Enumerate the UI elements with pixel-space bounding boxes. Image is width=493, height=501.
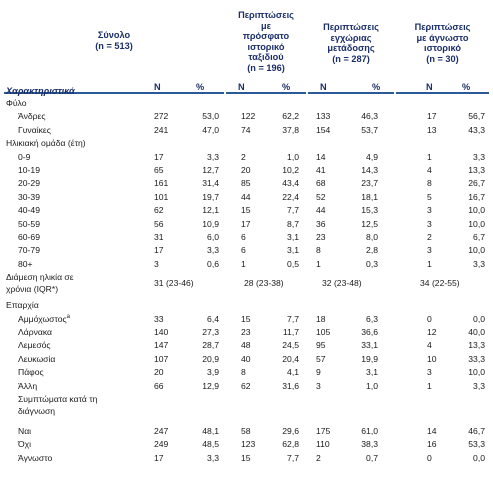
cell-count: 249 (154, 439, 169, 450)
cell-count: 85 (241, 178, 251, 189)
cell-percent: 43,3 (468, 124, 485, 135)
table-row (4, 217, 489, 231)
table-row (4, 424, 489, 438)
cell-count: 56 (154, 218, 164, 229)
median-value: 31 (23-46) (154, 278, 194, 289)
cell-count: 241 (154, 124, 169, 135)
cell-percent: 12,1 (202, 205, 219, 216)
cell-percent: 7,7 (287, 452, 299, 463)
row-label: Αμμόχωστος$^a$ (18, 313, 71, 324)
header-unknown (396, 4, 489, 94)
cell-percent: 3,3 (207, 245, 219, 256)
cell-count: 48 (241, 340, 251, 351)
table-row (4, 338, 489, 352)
cell-count: 272 (154, 111, 169, 122)
table-row (4, 109, 489, 123)
cell-percent: 20,4 (282, 353, 299, 364)
cell-count: 3 (427, 367, 432, 378)
cell-count: 3 (427, 245, 432, 256)
cell-percent: 31,6 (282, 380, 299, 391)
table-row (4, 325, 489, 339)
table-row (4, 437, 489, 451)
header-travel (226, 4, 306, 94)
cell-count: 154 (316, 124, 331, 135)
cell-count: 17 (154, 452, 164, 463)
cell-count: 4 (427, 165, 432, 175)
cell-percent: 24,5 (282, 340, 299, 351)
cell-count: 0 (427, 452, 432, 463)
cell-count: 31 (154, 232, 164, 242)
cell-percent: 0,6 (207, 258, 219, 269)
row-label: Λάρνακα (18, 327, 53, 337)
table-row (4, 123, 489, 137)
row-label: Άγνωστο (18, 452, 53, 463)
cell-percent: 12,9 (202, 380, 219, 391)
cell-count: 13 (427, 124, 437, 135)
cell-percent: 6,0 (207, 232, 219, 242)
table-row (4, 243, 489, 257)
cell-percent: 46,3 (361, 111, 378, 122)
characteristics-table (4, 4, 489, 498)
cell-count: 2 (316, 452, 321, 463)
cell-percent: 3,3 (207, 452, 219, 463)
cell-percent: 53,3 (468, 439, 485, 450)
cell-percent: 4,9 (366, 151, 378, 162)
cell-count: 1 (241, 258, 246, 269)
cell-count: 20 (241, 165, 251, 175)
median-label-line1: Διάμεση ηλικία σε (6, 272, 74, 283)
cell-percent: 62,2 (282, 111, 299, 122)
cell-count: 4 (427, 340, 432, 351)
cell-percent: 0,0 (473, 313, 485, 324)
cell-count: 6 (241, 245, 246, 256)
cell-count: 40 (241, 353, 251, 364)
table-row (4, 451, 489, 465)
cell-percent: 14,3 (361, 165, 378, 175)
cell-percent: 0,0 (473, 452, 485, 463)
cell-count: 105 (316, 327, 331, 337)
cell-percent: 27,3 (202, 327, 219, 337)
header-travel-pct: % (282, 82, 291, 92)
cell-percent: 43,4 (282, 178, 299, 189)
cell-count: 44 (241, 191, 251, 202)
category-label: Επαρχία (6, 300, 39, 311)
cell-percent: 18,1 (361, 191, 378, 202)
median-value: 34 (22-55) (420, 278, 460, 289)
cell-percent: 3,9 (207, 367, 219, 378)
cell-count: 16 (427, 439, 437, 450)
cell-count: 8 (427, 178, 432, 189)
cell-count: 15 (241, 452, 251, 463)
header-travel-n: N (238, 82, 245, 92)
header-local (308, 4, 394, 94)
row-label: 40-49 (18, 205, 40, 216)
cell-count: 0 (427, 313, 432, 324)
row-label: Ναι (18, 426, 32, 436)
cell-percent: 10,0 (468, 367, 485, 378)
cell-percent: 48,1 (202, 426, 219, 436)
header-unknown-title: Περιπτώσεις με άγνωστο ιστορικό (n = 30) (414, 22, 471, 64)
cell-count: 2 (427, 232, 432, 242)
cell-percent: 3,1 (287, 232, 299, 242)
cell-percent: 13,3 (468, 165, 485, 175)
cell-count: 2 (241, 151, 246, 162)
table-row (4, 136, 489, 150)
cell-percent: 62,8 (282, 439, 299, 450)
footnote-marker: a (66, 313, 71, 320)
cell-count: 15 (241, 205, 251, 216)
cell-count: 110 (316, 439, 330, 450)
cell-percent: 1,0 (366, 380, 378, 391)
cell-percent: 38,3 (361, 439, 378, 450)
cell-count: 247 (154, 426, 169, 436)
cell-count: 62 (154, 205, 164, 216)
table-row (4, 365, 489, 379)
median-value: 32 (23-48) (322, 278, 362, 289)
table-row (4, 203, 489, 217)
header-unknown-n: N (426, 82, 433, 92)
cell-percent: 61,0 (361, 426, 378, 436)
cell-count: 58 (241, 426, 251, 436)
cell-percent: 10,9 (202, 218, 219, 229)
cell-percent: 28,7 (202, 340, 219, 351)
table-row (4, 257, 489, 271)
cell-count: 1 (316, 258, 321, 269)
cell-percent: 40,0 (468, 327, 485, 337)
cell-count: 9 (316, 367, 321, 378)
cell-count: 12 (427, 327, 437, 337)
cell-count: 44 (316, 205, 326, 216)
category-label: Φύλο (6, 98, 27, 108)
cell-count: 3 (154, 258, 159, 269)
cell-percent: 6,4 (207, 313, 219, 324)
cell-percent: 12,7 (202, 165, 219, 175)
cell-percent: 23,7 (361, 178, 378, 189)
row-label: Λευκωσία (18, 353, 56, 364)
cell-percent: 6,7 (473, 232, 485, 242)
cell-percent: 8,7 (287, 218, 299, 229)
cell-count: 8 (316, 245, 321, 256)
cell-count: 17 (154, 151, 164, 162)
cell-percent: 2,8 (366, 245, 378, 256)
table-row (4, 190, 489, 204)
cell-count: 10 (427, 353, 437, 364)
cell-percent: 0,7 (366, 452, 378, 463)
cell-count: 36 (316, 218, 326, 229)
cell-count: 6 (241, 232, 246, 242)
cell-percent: 36,6 (361, 327, 378, 337)
cell-percent: 47,0 (202, 124, 219, 135)
cell-percent: 0,5 (287, 258, 299, 269)
cell-count: 133 (316, 111, 331, 122)
cell-percent: 56,7 (468, 111, 485, 122)
cell-count: 1 (427, 380, 432, 391)
cell-count: 66 (154, 380, 164, 391)
cell-percent: 46,7 (468, 426, 485, 436)
table-row (4, 163, 489, 177)
cell-count: 107 (154, 353, 169, 364)
row-label: 70-79 (18, 245, 40, 256)
cell-count: 123 (241, 439, 256, 450)
header-local-title: Περιπτώσεις εγχώριας μετάδοσης (n = 287) (323, 22, 379, 64)
row-label: Άνδρες (18, 111, 46, 122)
table-row (4, 96, 489, 110)
cell-count: 18 (316, 313, 326, 324)
cell-percent: 31,4 (202, 178, 219, 189)
cell-percent: 53,7 (361, 124, 378, 135)
cell-percent: 3,3 (473, 380, 485, 391)
row-label: Λεμεσός (18, 340, 51, 351)
cell-count: 15 (241, 313, 251, 324)
cell-count: 8 (241, 367, 246, 378)
cell-count: 5 (427, 191, 432, 202)
cell-percent: 16,7 (468, 191, 485, 202)
cell-percent: 4,1 (287, 367, 299, 378)
table-row (4, 230, 489, 244)
cell-count: 1 (427, 258, 432, 269)
row-label: 20-29 (18, 178, 40, 189)
cell-percent: 3,3 (207, 151, 219, 162)
cell-percent: 22,4 (282, 191, 299, 202)
row-label: 80+ (18, 258, 33, 269)
cell-count: 62 (241, 380, 251, 391)
header-total-n: N (154, 82, 161, 92)
row-label: 60-69 (18, 232, 40, 242)
cell-count: 140 (154, 327, 169, 337)
cell-count: 41 (316, 165, 326, 175)
cell-percent: 10,0 (468, 205, 485, 216)
cell-count: 65 (154, 165, 164, 175)
header-unknown-pct: % (462, 82, 471, 92)
cell-count: 17 (241, 218, 251, 229)
cell-percent: 48,5 (202, 439, 219, 450)
cell-percent: 0,3 (366, 258, 378, 269)
cell-percent: 37,8 (282, 124, 299, 135)
cell-count: 161 (154, 178, 169, 189)
table-row (4, 312, 489, 326)
header-total-pct: % (196, 82, 205, 92)
cell-count: 52 (316, 191, 326, 202)
row-label: 30-39 (18, 191, 40, 202)
cell-percent: 3,1 (287, 245, 299, 256)
cell-percent: 15,3 (361, 205, 378, 216)
table-row (4, 379, 489, 393)
header-total-title: Σύνολο (n = 513) (95, 30, 133, 51)
cell-count: 122 (241, 111, 256, 122)
cell-count: 95 (316, 340, 326, 351)
cell-percent: 33,1 (361, 340, 378, 351)
symptoms-label-line2: διάγνωση (18, 406, 56, 416)
header-characteristics: Χαρακτηριστικά (6, 86, 75, 96)
cell-count: 23 (241, 327, 251, 337)
cell-percent: 10,2 (282, 165, 299, 175)
cell-percent: 7,7 (287, 313, 299, 324)
table-row (4, 298, 489, 312)
table-row (4, 352, 489, 366)
cell-percent: 19,9 (361, 353, 378, 364)
cell-percent: 8,0 (366, 232, 378, 242)
cell-count: 101 (154, 191, 169, 202)
header-travel-title: Περιπτώσεις με πρόσφατο ιστορικό ταξιδιού (n = 196) (238, 10, 294, 73)
cell-count: 1 (427, 151, 432, 162)
cell-percent: 12,5 (361, 218, 378, 229)
cell-percent: 3,1 (366, 367, 378, 378)
median-label-line2: χρόνια (IQR*) (6, 284, 59, 295)
header-local-n: N (320, 82, 327, 92)
cell-percent: 29,6 (282, 426, 299, 436)
cell-count: 17 (154, 245, 164, 256)
row-label: Άλλη (18, 380, 38, 391)
cell-percent: 11,7 (282, 327, 299, 337)
cell-count: 175 (316, 426, 331, 436)
header-local-pct: % (372, 82, 381, 92)
cell-percent: 33,3 (468, 353, 485, 364)
symptoms-header (4, 392, 489, 418)
median-value: 28 (23-38) (244, 278, 284, 289)
median-age-row (4, 270, 489, 296)
table-row (4, 176, 489, 190)
symptoms-label-line1: Συμπτώματα κατά τη (18, 394, 98, 404)
cell-count: 74 (241, 124, 251, 135)
row-label: Γυναίκες (18, 124, 51, 135)
header-total (4, 4, 224, 94)
cell-count: 3 (316, 380, 321, 391)
cell-percent: 6,3 (366, 313, 378, 324)
table-row (4, 150, 489, 164)
cell-percent: 7,7 (287, 205, 299, 216)
cell-percent: 10,0 (468, 218, 485, 229)
cell-count: 3 (427, 218, 432, 229)
cell-percent: 53,0 (202, 111, 219, 122)
cell-count: 68 (316, 178, 326, 189)
row-label: Πάφος (18, 367, 44, 378)
cell-count: 14 (316, 151, 326, 162)
cell-count: 17 (427, 111, 437, 122)
cell-count: 57 (316, 353, 326, 364)
row-label: 10-19 (18, 165, 40, 175)
row-label: Όχι (18, 439, 32, 450)
cell-percent: 10,0 (468, 245, 485, 256)
cell-percent: 1,0 (287, 151, 299, 162)
cell-count: 23 (316, 232, 326, 242)
cell-percent: 26,7 (468, 178, 485, 189)
cell-count: 3 (427, 205, 432, 216)
row-label: 0-9 (18, 151, 31, 162)
cell-percent: 3,3 (473, 151, 485, 162)
category-label: Ηλικιακή ομάδα (έτη) (6, 138, 86, 149)
cell-percent: 19,7 (202, 191, 219, 202)
cell-percent: 13,3 (468, 340, 485, 351)
cell-count: 33 (154, 313, 164, 324)
cell-count: 20 (154, 367, 164, 378)
cell-percent: 20,9 (202, 353, 219, 364)
cell-percent: 3,3 (473, 258, 485, 269)
row-label: 50-59 (18, 218, 40, 229)
cell-count: 14 (427, 426, 437, 436)
cell-count: 147 (154, 340, 169, 351)
